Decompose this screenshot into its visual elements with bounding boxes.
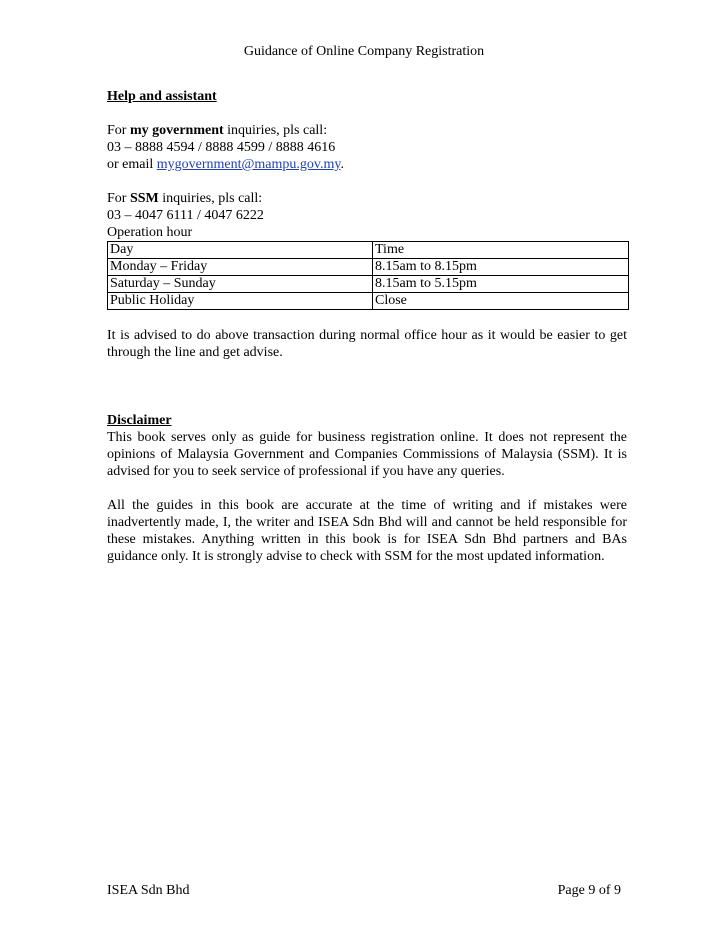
- table-header-cell: Time: [373, 242, 629, 259]
- mygov-suffix: inquiries, pls call:: [223, 123, 328, 138]
- mygov-phones: 03 – 8888 4594 / 8888 4599 / 8888 4616: [107, 140, 336, 155]
- table-cell: 8.15am to 5.15pm: [373, 276, 629, 293]
- mygov-line: [107, 122, 627, 139]
- table-row: [108, 259, 629, 276]
- email-prefix: or email: [107, 157, 157, 172]
- disclaimer-heading: Disclaimer: [107, 413, 172, 428]
- advice-paragraph: It is advised to do above transaction during normal office hour as it would be easier to get through the line and get advise.: [107, 328, 627, 360]
- table-row: [108, 276, 629, 293]
- table-header-row: [108, 242, 629, 259]
- ssm-prefix: For: [107, 191, 130, 206]
- footer-page-number: Page 9 of 9: [557, 883, 621, 898]
- table-header-cell: Day: [108, 242, 373, 259]
- operation-hours-table: [107, 241, 629, 310]
- page-header: Guidance of Online Company Registration: [243, 44, 485, 59]
- table-cell: Close: [373, 293, 629, 310]
- ssm-phones: 03 – 4047 6111 / 4047 6222: [107, 208, 264, 223]
- disclaimer-paragraph-2: All the guides in this book are accurate at the time of writing and if mistakes were inadvertently made, I, the writer and ISEA Sdn Bhd will and cannot be held responsible for these mistakes. Anything written in this book is for ISEA Sdn Bhd partners and BAs guidance only. It is strongly advise to check with SSM for the most updated information.: [107, 498, 627, 564]
- table-row: [108, 293, 629, 310]
- disclaimer-paragraph-1: This book serves only as guide for business registration online. It does not represent the opinions of Malaysia Government and Companies Commissions of Malaysia (SSM). It is advised for you to seek service of professional if you have any queries.: [107, 430, 627, 479]
- email-link[interactable]: mygovernment@mampu.gov.my: [156, 157, 341, 172]
- table-cell: 8.15am to 8.15pm: [373, 259, 629, 276]
- ssm-line: [107, 190, 627, 207]
- ssm-bold: SSM: [129, 191, 159, 206]
- table-cell: Public Holiday: [108, 293, 373, 310]
- table-cell: Saturday – Sunday: [108, 276, 373, 293]
- table-cell: Monday – Friday: [108, 259, 373, 276]
- email-line: [107, 156, 627, 173]
- help-heading: Help and assistant: [107, 89, 217, 104]
- footer-company: ISEA Sdn Bhd: [107, 883, 190, 898]
- ssm-suffix: inquiries, pls call:: [158, 191, 263, 206]
- page-content: [107, 88, 627, 565]
- email-suffix: .: [340, 157, 344, 172]
- operation-hour-label: Operation hour: [107, 225, 193, 240]
- mygov-bold: my government: [129, 123, 224, 138]
- mygov-prefix: For: [107, 123, 130, 138]
